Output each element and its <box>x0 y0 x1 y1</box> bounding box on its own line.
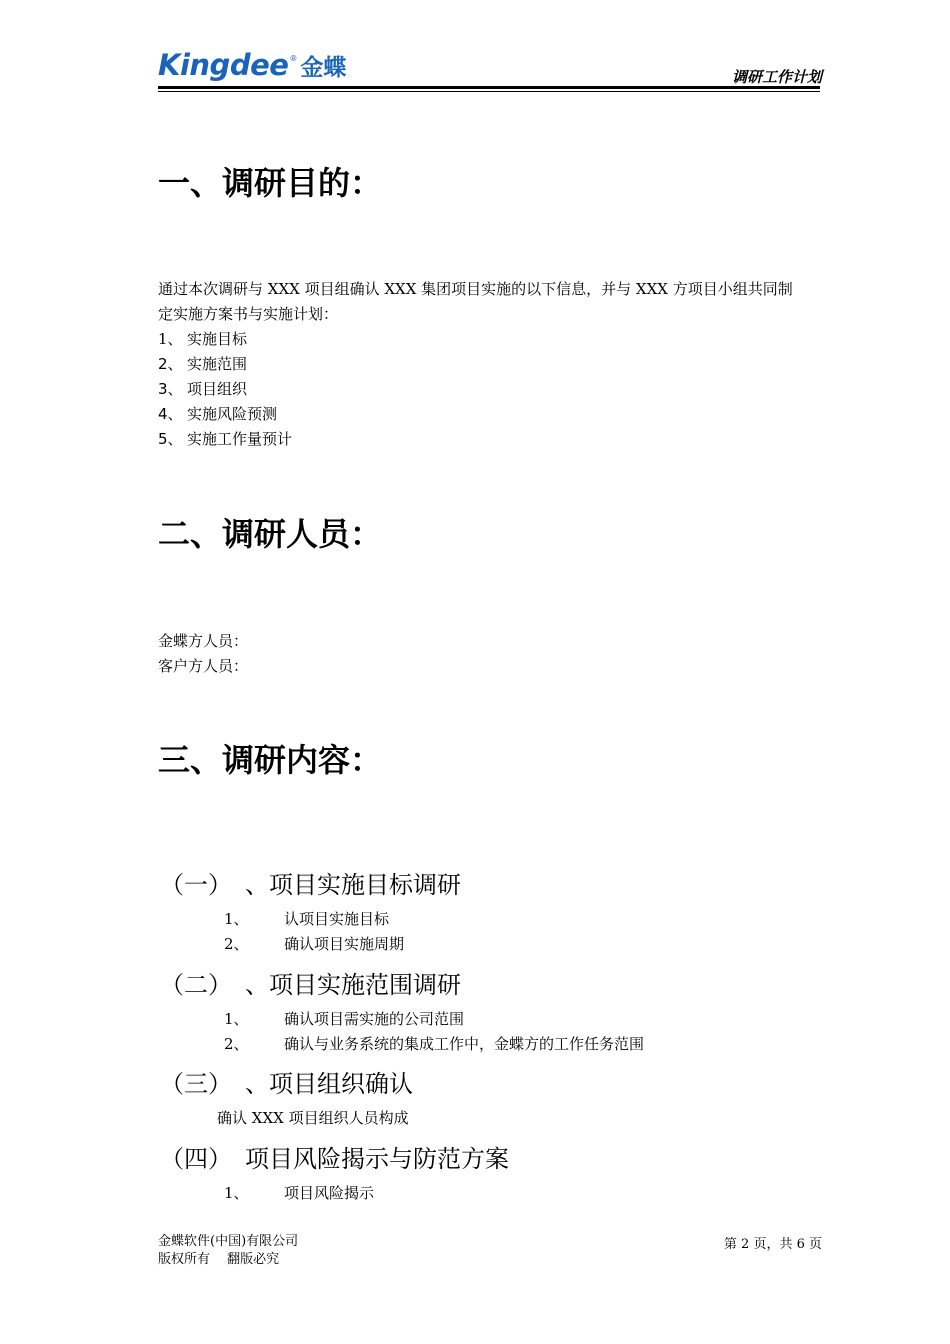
list-item-number: 2、 <box>158 355 183 373</box>
subsection-number: （四） <box>160 1145 232 1173</box>
list-item-text: 项目风险揭示 <box>284 1184 375 1202</box>
list-item-text: 确认项目需实施的公司范围 <box>284 1010 465 1028</box>
list-item <box>224 908 389 929</box>
list-item-text: 确认与业务系统的集成工作中，金蝶方的工作任务范围 <box>284 1035 645 1053</box>
section-3-heading: 三、调研内容： <box>158 741 383 779</box>
section-1-intro-line1: 通过本次调研与 XXX 项目组确认 XXX 集团项目实施的以下信息，并与 XXX 方项目小组共同制 <box>158 280 793 298</box>
list-item-text: 项目组织 <box>187 380 248 398</box>
page-number: 第 2 页，共 6 页 <box>723 1237 822 1252</box>
subsection-3-heading <box>160 1064 413 1099</box>
kingdee-staff-label: 金蝶方人员： <box>158 632 249 650</box>
list-item-number: 4、 <box>158 405 183 423</box>
list-item <box>224 1182 374 1203</box>
list-item <box>224 1033 644 1054</box>
list-item <box>158 377 247 402</box>
list-item-number: 2、 <box>224 935 249 953</box>
list-item-text: 实施风险预测 <box>187 405 278 423</box>
footer-left <box>158 1233 298 1269</box>
document-title: 调研工作计划 <box>731 68 822 86</box>
list-item-text: 实施范围 <box>187 355 248 373</box>
list-item-number: 1、 <box>158 330 183 348</box>
subsection-4-heading <box>160 1139 509 1174</box>
header-rule-thin <box>158 91 820 92</box>
list-item-number: 5、 <box>158 430 183 448</box>
list-item-number: 2、 <box>224 1035 249 1053</box>
subsection-1-heading <box>160 865 461 900</box>
logo-cn-text: 金蝶 <box>300 54 347 81</box>
section-1-heading: 一、调研目的： <box>158 164 383 202</box>
header-rule-thick <box>158 86 820 89</box>
list-item <box>158 402 277 427</box>
subsection-number: （一） <box>160 871 232 899</box>
list-item-number: 1、 <box>224 910 249 928</box>
list-item <box>224 933 404 954</box>
footer-rights: 版权所有 翻版必究 <box>158 1252 280 1267</box>
subsection-number: （二） <box>160 971 232 999</box>
registered-mark: ® <box>289 53 298 63</box>
list-item-number: 3、 <box>158 380 183 398</box>
subsection-3-text: 确认 XXX 项目组织人员构成 <box>217 1109 409 1127</box>
kingdee-logo <box>158 48 346 82</box>
list-item <box>158 327 247 352</box>
list-item <box>224 1008 464 1029</box>
subsection-2-heading <box>160 965 461 1000</box>
customer-staff-label: 客户方人员： <box>158 657 249 675</box>
subsection-title: 、项目组织确认 <box>245 1070 413 1098</box>
logo-text: Kingdee <box>158 48 289 82</box>
subsection-title: 、项目实施范围调研 <box>245 971 461 999</box>
list-item <box>158 352 247 377</box>
list-item-text: 实施目标 <box>187 330 248 348</box>
subsection-title: 项目风险揭示与防范方案 <box>245 1145 509 1173</box>
subsection-number: （三） <box>160 1070 232 1098</box>
list-item <box>158 427 292 452</box>
section-1-intro-line2: 定实施方案书与实施计划： <box>158 305 339 323</box>
section-2-heading: 二、调研人员： <box>158 515 383 553</box>
list-item-number: 1、 <box>224 1184 249 1202</box>
list-item-text: 认项目实施目标 <box>284 910 390 928</box>
list-item-text: 确认项目实施周期 <box>284 935 405 953</box>
list-item-number: 1、 <box>224 1010 249 1028</box>
list-item-text: 实施工作量预计 <box>187 430 293 448</box>
footer-company: 金蝶软件(中国)有限公司 <box>158 1234 299 1249</box>
subsection-title: 、项目实施目标调研 <box>245 871 461 899</box>
